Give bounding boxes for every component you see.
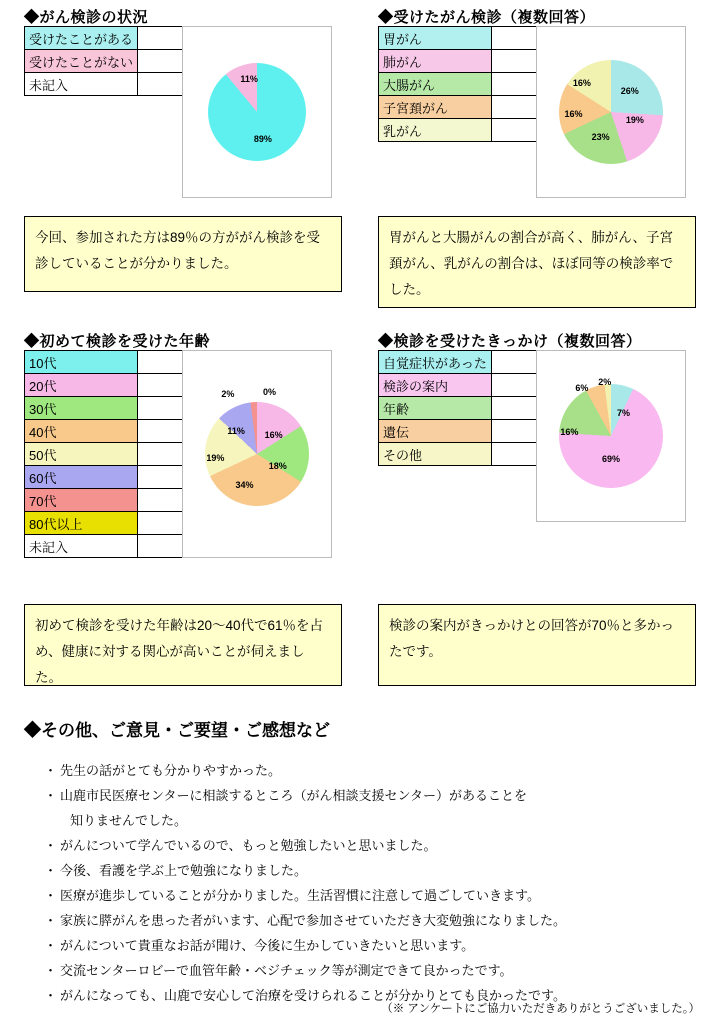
table-row xyxy=(25,535,201,558)
list-item xyxy=(46,933,696,958)
row-label: 50代 xyxy=(25,443,138,466)
note-trigger: 検診の案内がきっかけとの回答が70％と多かったです。 xyxy=(378,604,696,686)
chart-first-age xyxy=(182,350,332,558)
table-row xyxy=(25,397,201,420)
pie-slice-label: 11% xyxy=(240,73,258,84)
row-label: 未記入 xyxy=(25,73,138,96)
chart-screening-types xyxy=(536,26,686,198)
list-item xyxy=(46,758,696,783)
row-label: その他 xyxy=(379,443,492,466)
table-row xyxy=(379,397,555,420)
pie-slice-label: 16% xyxy=(572,77,591,88)
section-title-screening-status: ◆がん検診の状況 xyxy=(24,9,149,26)
pie-slice-label: 89% xyxy=(253,134,272,145)
pie-slice-label: 0% xyxy=(262,386,276,397)
row-label: 30代 xyxy=(25,397,138,420)
section-title-first-age: ◆初めて検診を受けた年齢 xyxy=(24,333,211,350)
table-screening-types xyxy=(378,26,555,142)
row-label: 60代 xyxy=(25,466,138,489)
table-row xyxy=(379,27,555,50)
chart-screening-status xyxy=(182,26,332,198)
pie-slice-label: 18% xyxy=(268,461,287,472)
table-row xyxy=(379,420,555,443)
table-row xyxy=(25,489,201,512)
list-item xyxy=(46,858,696,883)
row-label: 検診の案内 xyxy=(379,374,492,397)
comment-text: がんについて貴重なお話が聞け、今後に生かしていきたいと思います。 xyxy=(60,938,475,953)
comment-text: 家族に膵がんを患った者がいます、心配で参加させていただき大変勉強になりました。 xyxy=(60,913,566,928)
table-row xyxy=(25,73,201,96)
list-item xyxy=(46,883,696,908)
comment-text: 今後、看護を学ぶ上で勉強になりました。 xyxy=(60,863,308,878)
pie-slice-label: 16% xyxy=(560,426,579,437)
pie-slice-label: 11% xyxy=(227,426,245,437)
table-row xyxy=(25,512,201,535)
comment-text: 交流センターロビーで血管年齢・ベジチェック等が測定できて良かったです。 xyxy=(60,963,513,978)
table-row xyxy=(25,351,201,374)
table-row xyxy=(379,374,555,397)
table-row xyxy=(379,96,555,119)
table-screening-status xyxy=(24,26,201,96)
table-row xyxy=(379,119,555,142)
pie-slice-label: 19% xyxy=(625,115,644,126)
row-label: 10代 xyxy=(25,351,138,374)
row-label: 自覚症状があった xyxy=(379,351,492,374)
comment-text: がんについて学んでいるので、もっと勉強したいと思いました。 xyxy=(60,838,437,853)
pie-slice-label: 19% xyxy=(206,453,225,464)
list-item xyxy=(46,783,696,833)
pie-slice-label: 23% xyxy=(591,131,610,142)
row-label: 乳がん xyxy=(379,119,492,142)
free-comment-list xyxy=(46,758,696,1008)
table-row xyxy=(25,420,201,443)
row-label: 遺伝 xyxy=(379,420,492,443)
table-row xyxy=(25,50,201,73)
row-label: 年齢 xyxy=(379,397,492,420)
list-item xyxy=(46,908,696,933)
row-label: 胃がん xyxy=(379,27,492,50)
chart-trigger xyxy=(536,350,686,522)
table-row xyxy=(379,443,555,466)
row-label: 70代 xyxy=(25,489,138,512)
pie-slice-label: 6% xyxy=(575,383,589,394)
pie-slice-label: 69% xyxy=(601,453,621,464)
pie-first-age xyxy=(205,386,309,506)
footer-note: （※ アンケートにご協力いただきありがとうございました。） xyxy=(381,1003,700,1015)
row-label: 受けたことがある xyxy=(25,27,138,50)
note-screening-status: 今回、参加された方は89％の方ががん検診を受診していることが分かりました。 xyxy=(24,216,342,292)
pie-slice-label: 16% xyxy=(264,430,283,441)
pie-slice-label: 2% xyxy=(598,376,612,387)
pie-slice-label: 7% xyxy=(616,408,630,419)
table-row xyxy=(25,466,201,489)
section-title-screening-types: ◆受けたがん検診（複数回答） xyxy=(378,9,596,26)
list-item xyxy=(46,958,696,983)
section-title-trigger: ◆検診を受けたきっかけ（複数回答） xyxy=(378,333,642,350)
comment-text: 山鹿市民医療センターに相談するところ（がん相談支援センター）があることを xyxy=(60,788,527,803)
row-label: 20代 xyxy=(25,374,138,397)
table-first-age xyxy=(24,350,201,558)
table-row xyxy=(379,50,555,73)
pie-slice-label: 26% xyxy=(620,86,639,97)
comment-text: 医療が進歩していることが分かりました。生活習慣に注意して過ごしていきます。 xyxy=(60,888,540,903)
table-row xyxy=(25,374,201,397)
table-row xyxy=(25,27,201,50)
pie-slice-label: 2% xyxy=(221,388,235,399)
comment-text-cont: 知りませんでした。 xyxy=(70,813,188,828)
note-screening-types: 胃がんと大腸がんの割合が高く、肺がん、子宮頚がん、乳がんの割合は、ほぼ同等の検診率でした。 xyxy=(378,216,696,308)
note-first-age: 初めて検診を受けた年齢は20〜40代で61％を占め、健康に対する関心が高いことが伺えました。 xyxy=(24,604,342,686)
table-row xyxy=(25,443,201,466)
row-label: 大腸がん xyxy=(379,73,492,96)
row-label: 80代以上 xyxy=(25,512,138,535)
table-trigger xyxy=(378,350,555,466)
row-label: 40代 xyxy=(25,420,138,443)
comment-text: 先生の話がとても分かりやすかった。 xyxy=(60,763,282,778)
table-row xyxy=(379,351,555,374)
row-label: 子宮頚がん xyxy=(379,96,492,119)
pie-screening-status xyxy=(208,63,306,161)
row-label: 肺がん xyxy=(379,50,492,73)
row-label: 未記入 xyxy=(25,535,138,558)
row-label: 受けたことがない xyxy=(25,50,138,73)
list-item xyxy=(46,833,696,858)
pie-trigger xyxy=(559,376,663,488)
section-title-free-comments: ◆その他、ご意見・ご要望・ご感想など xyxy=(24,721,330,740)
pie-slice-label: 34% xyxy=(235,480,254,491)
pie-slice-label: 16% xyxy=(564,109,583,120)
comment-text: がんになっても、山鹿で安心して治療を受けられることが分かりとても良かったです。 xyxy=(60,988,566,1003)
pie-screening-types xyxy=(559,60,663,164)
table-row xyxy=(379,73,555,96)
